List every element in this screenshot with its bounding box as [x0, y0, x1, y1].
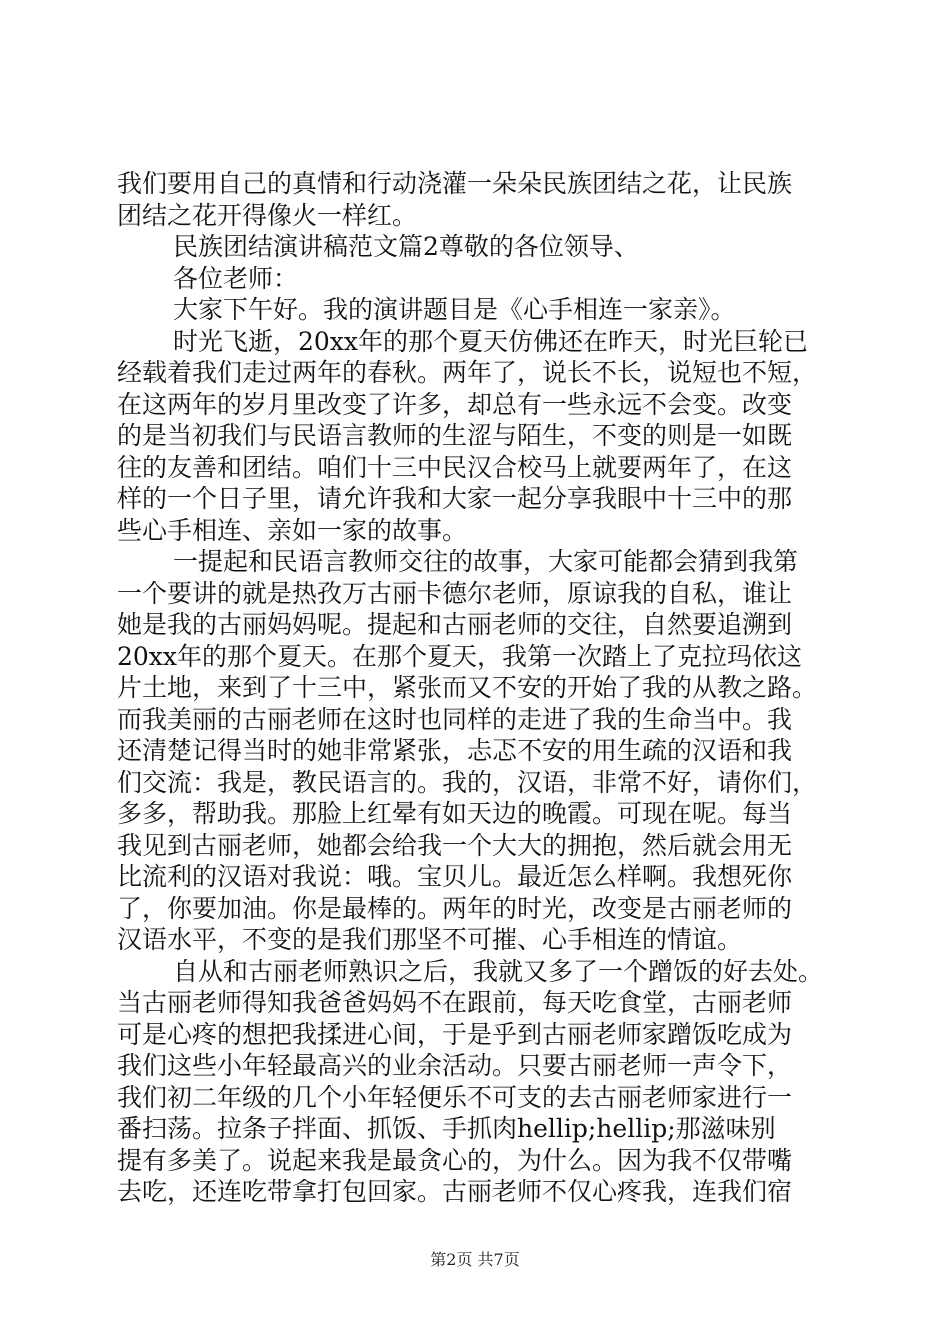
text-line: 当古丽老师得知我爸爸妈妈不在跟前，每天吃食堂，古丽老师	[117, 988, 793, 1017]
body-text	[117, 168, 837, 1208]
text-line: 大家下午好。我的演讲题目是《心手相连一家亲》。	[173, 295, 736, 324]
text-line: 在这两年的岁月里改变了许多，却总有一些永远不会变。改变	[117, 389, 793, 419]
text-line: 样的一个日子里，请允许我和大家一起分享我眼中十三中的那	[117, 484, 793, 513]
text-line: 去吃，还连吃带拿打包回家。古丽老师不仅心疼我，连我们宿	[117, 1177, 793, 1206]
text-line: 民族团结演讲稿范文篇2尊敬的各位领导、	[173, 232, 639, 261]
text-line: 多多，帮助我。那脸上红晕有如天边的晚霞。可现在呢。每当	[117, 799, 793, 828]
text-line: 一提起和民语言教师交往的故事，大家可能都会猜到我第	[173, 547, 799, 576]
text-line: 我们初二年级的几个小年轻便乐不可支的去古丽老师家进行一	[117, 1082, 793, 1112]
text-line: 她是我的古丽妈妈呢。提起和古丽老师的交往，自然要追溯到	[117, 610, 793, 639]
text-line: 团结之花开得像火一样红。	[117, 200, 418, 230]
text-line: 而我美丽的古丽老师在这时也同样的走进了我的生命当中。我	[117, 704, 793, 734]
text-line: 自从和古丽老师熟识之后，我就又多了一个蹭饭的好去处。	[173, 956, 824, 986]
text-line: 我们要用自己的真情和行动浇灌一朵朵民族团结之花，让民族	[117, 169, 793, 198]
text-line: 我们这些小年轻最高兴的业余活动。只要古丽老师一声令下，	[117, 1051, 793, 1080]
text-line: 时光飞逝，20xx年的那个夏天仿佛还在昨天，时光巨轮已	[173, 326, 809, 356]
text-line: 经载着我们走过两年的春秋。两年了，说长不长，说短也不短，	[117, 358, 818, 387]
text-line: 些心手相连、亲如一家的故事。	[117, 515, 468, 545]
text-line: 我见到古丽老师，她都会给我一个大大的拥抱，然后就会用无	[117, 830, 793, 860]
text-line: 番扫荡。拉条子拌面、抓饭、手抓肉hellip;hellip;那滋味别	[117, 1114, 776, 1143]
text-line: 可是心疼的想把我揉进心间，于是乎到古丽老师家蹭饭吃成为	[117, 1019, 793, 1049]
text-line: 们交流：我是，教民语言的。我的，汉语，非常不好，请你们，	[117, 767, 818, 797]
text-line: 片土地，来到了十三中，紧张而又不安的开始了我的从教之路。	[117, 673, 818, 702]
text-line: 往的友善和团结。咱们十三中民汉合校马上就要两年了，在这	[117, 452, 793, 482]
text-line: 汉语水平，不变的是我们那坚不可摧、心手相连的情谊。	[117, 925, 743, 954]
text-line: 各位老师：	[173, 263, 299, 293]
page-footer: 第2页 共7页	[430, 1250, 520, 1269]
text-line: 比流利的汉语对我说：哦。宝贝儿。最近怎么样啊。我想死你	[117, 862, 793, 891]
text-line: 20xx年的那个夏天。在那个夏天，我第一次踏上了克拉玛依这	[117, 641, 803, 671]
text-line: 了，你要加油。你是最棒的。两年的时光，改变是古丽老师的	[117, 893, 793, 923]
text-line: 的是当初我们与民语言教师的生涩与陌生，不变的则是一如既	[117, 421, 793, 450]
text-line: 还清楚记得当时的她非常紧张，忐忑不安的用生疏的汉语和我	[117, 736, 793, 765]
text-line: 一个要讲的就是热孜万古丽卡德尔老师，原谅我的自私，谁让	[117, 578, 793, 608]
text-line: 提有多美了。说起来我是最贪心的，为什么。因为我不仅带嘴	[117, 1145, 793, 1175]
